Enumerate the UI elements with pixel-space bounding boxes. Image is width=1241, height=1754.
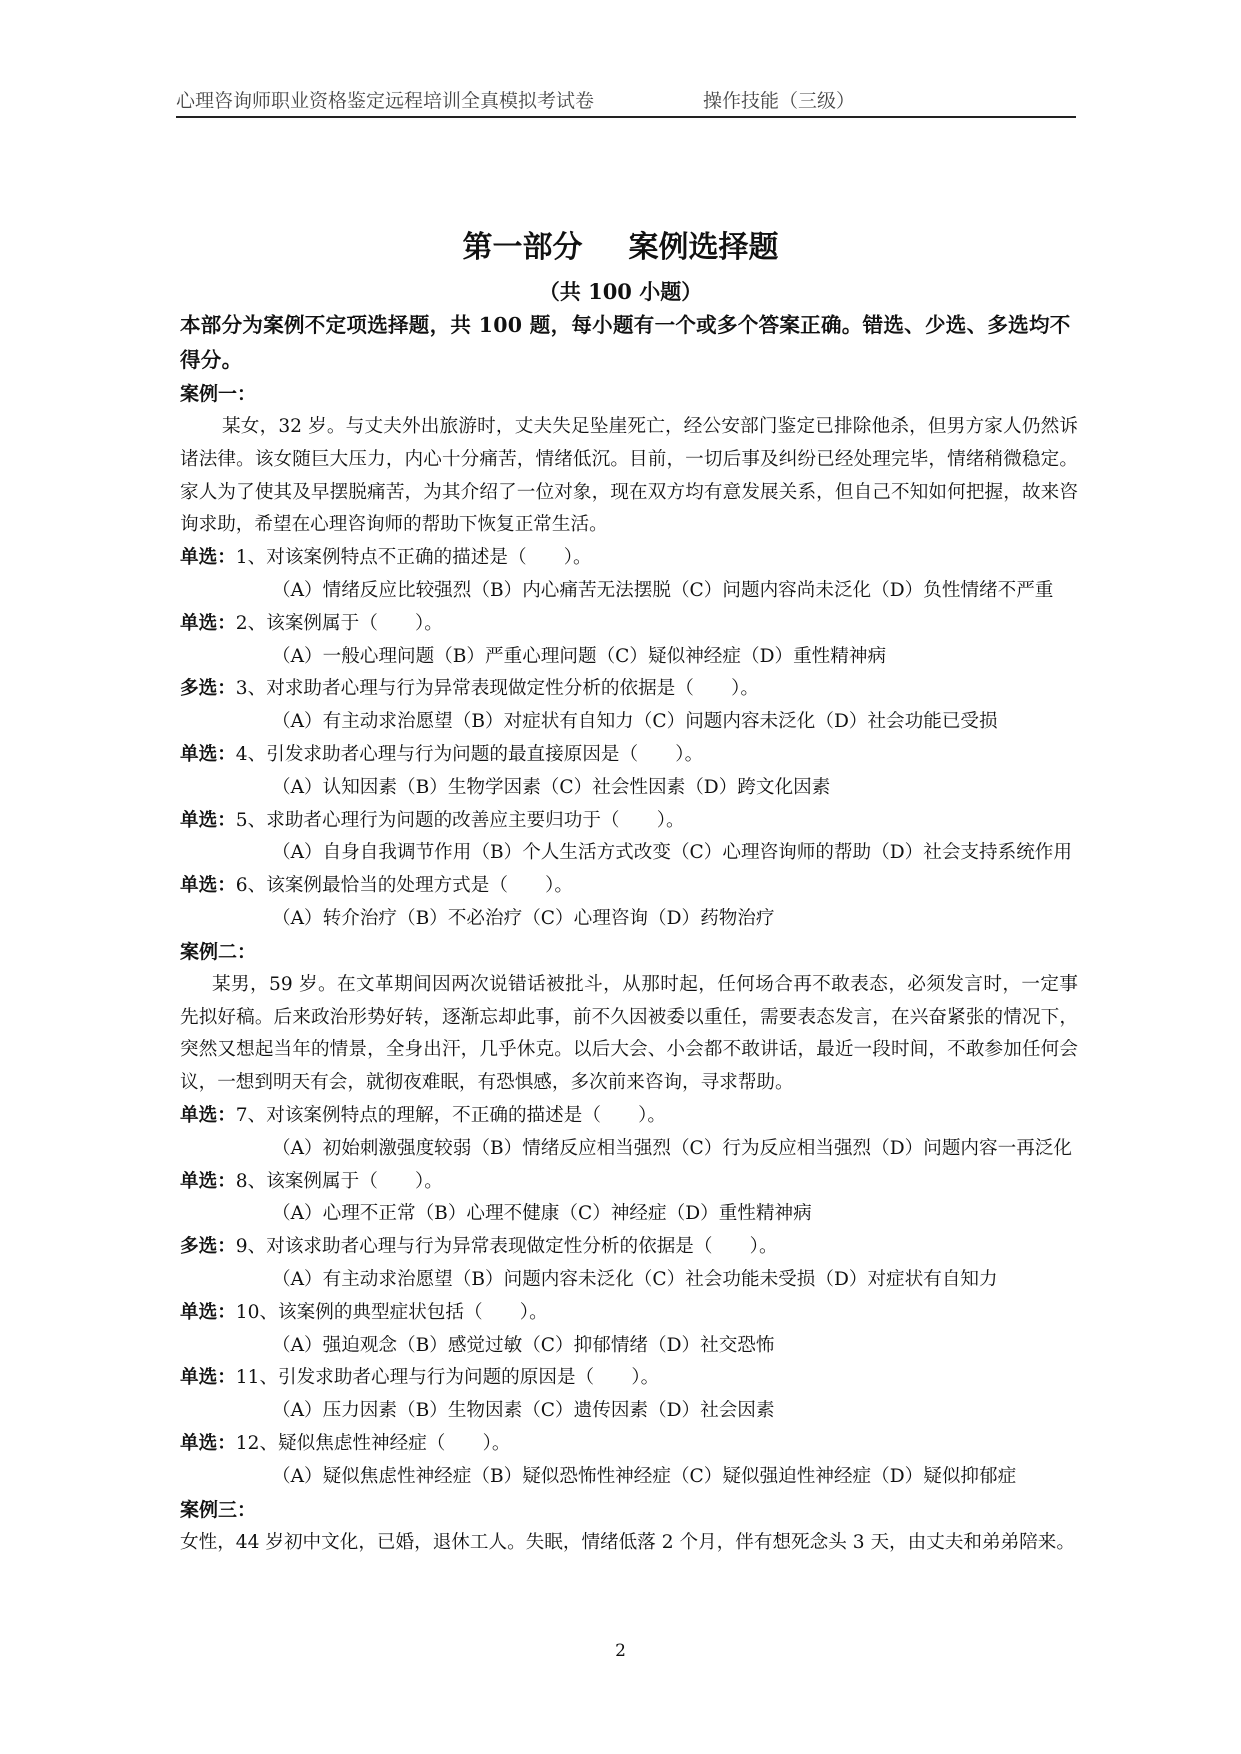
section-subtitle: （共 100 小题）	[538, 279, 703, 304]
question	[180, 1231, 1078, 1264]
question	[180, 542, 1078, 575]
question-options: （A）初始刺激强度较弱（B）情绪反应相当强烈（C）行为反应相当强烈（D）问题内容一再泛化	[272, 1137, 1072, 1159]
question-type: 单选：	[180, 1301, 236, 1323]
question-stem: 11、引发求助者心理与行为问题的原因是（ ）。	[235, 1367, 660, 1389]
document-body	[180, 308, 1078, 1559]
question	[180, 1428, 1078, 1461]
section-instructions: 本部分为案例不定项选择题，共 100 题，每小题有一个或多个答案正确。错选、少选、多选均不得分。	[180, 313, 1071, 372]
question-options: （A）心理不正常（B）心理不健康（C）神经症（D）重性精神病	[272, 1203, 812, 1225]
question-type: 多选：	[180, 678, 236, 700]
question-options: （A）强迫观念（B）感觉过敏（C）抑郁情绪（D）社交恐怖	[272, 1334, 775, 1356]
question-type: 单选：	[180, 1432, 236, 1454]
question-stem: 1、对该案例特点不正确的描述是（ ）。	[235, 547, 592, 569]
case-title: 案例三：	[180, 1498, 257, 1521]
page-number: 2	[615, 1641, 626, 1661]
question-options: （A）有主动求治愿望（B）问题内容未泛化（C）社会功能未受损（D）对症状有自知力	[272, 1268, 998, 1290]
question-type: 单选：	[180, 612, 236, 634]
question-stem: 9、对该求助者心理与行为异常表现做定性分析的依据是（ ）。	[235, 1236, 778, 1258]
question	[180, 805, 1078, 838]
question-options: （A）认知因素（B）生物学因素（C）社会性因素（D）跨文化因素	[272, 776, 831, 798]
question-type: 单选：	[180, 547, 236, 569]
question	[180, 739, 1078, 772]
question-stem: 12、疑似焦虑性神经症（ ）。	[235, 1432, 511, 1454]
question	[180, 608, 1078, 641]
case-description: 某女，32 岁。与丈夫外出旅游时，丈夫失足坠崖死亡，经公安部门鉴定已排除他杀，但男方家人仍然诉诸法律。该女随巨大压力，内心十分痛苦，情绪低沉。目前，一切后事及纠纷已经处理完毕，情绪稍微稳定。家人为了使其及早摆脱痛苦，为其介绍了一位对象，现在双方均有意发展关系，但自己不知如何把握，故来咨询求助，希望在心理咨询师的帮助下恢复正常生活。	[180, 416, 1078, 536]
question	[180, 1166, 1078, 1199]
question-type: 单选：	[180, 875, 236, 897]
question	[180, 870, 1078, 903]
case-title: 案例二：	[180, 940, 257, 963]
question-type: 单选：	[180, 1170, 236, 1192]
question-type: 单选：	[180, 1367, 236, 1389]
question-stem: 5、求助者心理行为问题的改善应主要归功于（ ）。	[235, 809, 685, 831]
question-stem: 2、该案例属于（ ）。	[235, 612, 443, 634]
question-stem: 8、该案例属于（ ）。	[235, 1170, 443, 1192]
case-description: 某男，59 岁。在文革期间因两次说错话被批斗，从那时起，任何场合再不敢表态，必须发言时，一定事先拟好稿。后来政治形势好转，逐渐忘却此事，前不久因被委以重任，需要表态发言，在兴奋紧张的情况下，突然又想起当年的情景，全身出汗，几乎休克。以后大会、小会都不敢讲话，最近一段时间，不敢参加任何会议，一想到明天有会，就彻夜难眠，有恐惧感，多次前来咨询，寻求帮助。	[180, 973, 1078, 1094]
question-stem: 3、对求助者心理与行为异常表现做定性分析的依据是（ ）。	[235, 678, 759, 700]
question-type: 单选：	[180, 1104, 236, 1126]
page-header	[176, 80, 1076, 118]
case-title: 案例一：	[180, 383, 257, 405]
question-stem: 6、该案例最恰当的处理方式是（ ）。	[235, 875, 574, 897]
header-exam-title: 心理咨询师职业资格鉴定远程培训全真模拟考试卷	[176, 90, 595, 112]
question-options: （A）疑似焦虑性神经症（B）疑似恐怖性神经症（C）疑似强迫性神经症（D）疑似抑郁症	[272, 1465, 1017, 1487]
question-type: 多选：	[180, 1236, 236, 1258]
question-options: （A）情绪反应比较强烈（B）内心痛苦无法摆脱（C）问题内容尚未泛化（D）负性情绪不严重	[272, 579, 1054, 601]
question-options: （A）压力因素（B）生物因素（C）遗传因素（D）社会因素	[272, 1400, 775, 1422]
section-title	[0, 222, 1241, 266]
question-stem: 10、该案例的典型症状包括（ ）。	[235, 1301, 548, 1323]
question	[180, 1100, 1078, 1133]
question	[180, 1297, 1078, 1330]
section-title-name: 案例选择题	[628, 230, 779, 265]
header-exam-section: 操作技能（三级）	[703, 90, 856, 112]
question-options: （A）转介治疗（B）不必治疗（C）心理咨询（D）药物治疗	[272, 907, 775, 929]
question-options: （A）自身自我调节作用（B）个人生活方式改变（C）心理咨询师的帮助（D）社会支持系统作用	[272, 842, 1072, 864]
question-type: 单选：	[180, 743, 236, 765]
question-options: （A）有主动求治愿望（B）对症状有自知力（C）问题内容未泛化（D）社会功能已受损	[272, 711, 998, 733]
question-options: （A）一般心理问题（B）严重心理问题（C）疑似神经症（D）重性精神病	[272, 645, 887, 667]
question	[180, 1362, 1078, 1395]
question-stem: 4、引发求助者心理与行为问题的最直接原因是（ ）。	[235, 743, 704, 765]
case-description: 女性，44 岁初中文化，已婚，退休工人。失眠，情绪低落 2 个月，伴有想死念头 3 天，由丈夫和弟弟陪来。	[180, 1531, 1075, 1553]
question-type: 单选：	[180, 809, 236, 831]
section-title-part: 第一部分	[462, 230, 583, 265]
question	[180, 673, 1078, 706]
question-stem: 7、对该案例特点的理解，不正确的描述是（ ）。	[235, 1104, 666, 1126]
